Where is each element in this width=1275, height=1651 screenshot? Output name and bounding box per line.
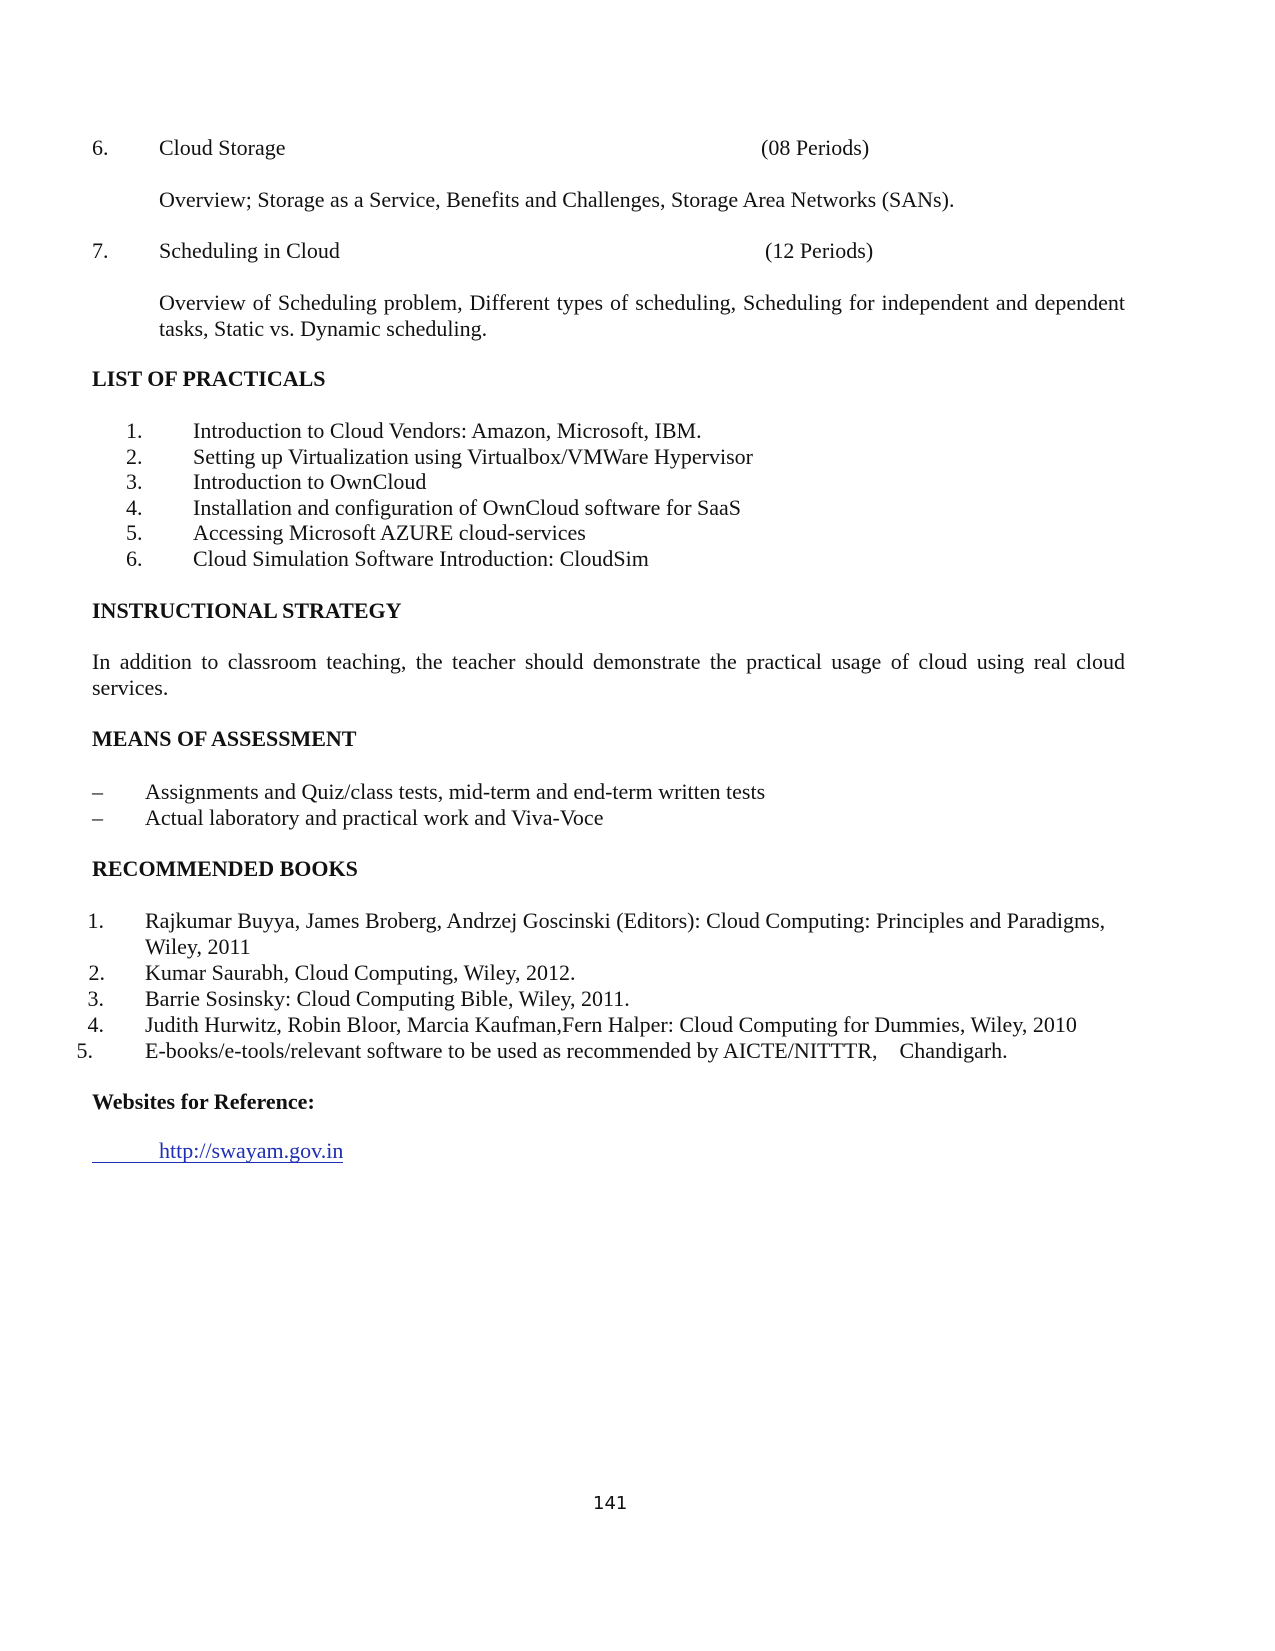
link-leading-underline bbox=[92, 1162, 159, 1163]
book-4-text: Judith Hurwitz, Robin Bloor, Marcia Kaufman,Fern Halper: Cloud Computing for Dummies, Wiley, 2010 bbox=[145, 1012, 1077, 1037]
books-heading: RECOMMENDED BOOKS bbox=[92, 856, 358, 881]
unit-7-number: 7. bbox=[92, 238, 109, 263]
book-5-number: 5. bbox=[76, 1038, 93, 1063]
assessment-bullet-1: – bbox=[92, 779, 103, 804]
book-5-text: E-books/e-tools/relevant software to be used as recommended by AICTE/NITTTR, Chandigarh. bbox=[145, 1038, 1008, 1063]
book-2-number: 2. bbox=[88, 960, 105, 985]
book-1-line-2: Wiley, 2011 bbox=[145, 934, 251, 959]
practical-3-text: Introduction to OwnCloud bbox=[193, 469, 427, 494]
book-2-text: Kumar Saurabh, Cloud Computing, Wiley, 2012. bbox=[145, 960, 576, 985]
practicals-heading: LIST OF PRACTICALS bbox=[92, 366, 326, 391]
assessment-item-1: Assignments and Quiz/class tests, mid-term and end-term written tests bbox=[145, 779, 766, 804]
assessment-bullet-2: – bbox=[92, 805, 103, 830]
practical-5-text: Accessing Microsoft AZURE cloud-services bbox=[193, 520, 586, 545]
unit-6-periods: (08 Periods) bbox=[761, 135, 870, 160]
page-number: 141 bbox=[593, 1493, 628, 1514]
book-1-number: 1. bbox=[87, 908, 104, 933]
practical-6-text: Cloud Simulation Software Introduction: CloudSim bbox=[193, 546, 649, 571]
practical-5-number: 5. bbox=[126, 520, 143, 545]
unit-7-periods: (12 Periods) bbox=[765, 238, 874, 263]
book-4-number: 4. bbox=[87, 1012, 104, 1037]
strategy-text: In addition to classroom teaching, the teacher should demonstrate the practical usage of cloud using real cloud services. bbox=[92, 649, 1125, 700]
unit-6-title: Cloud Storage bbox=[159, 135, 286, 160]
practical-1-number: 1. bbox=[126, 418, 143, 443]
practical-4-text: Installation and configuration of OwnCloud software for SaaS bbox=[193, 495, 742, 520]
strategy-heading: INSTRUCTIONAL STRATEGY bbox=[92, 598, 402, 623]
practical-4-number: 4. bbox=[126, 495, 143, 520]
practical-3-number: 3. bbox=[126, 469, 143, 494]
book-1-line-1: Rajkumar Buyya, James Broberg, Andrzej Goscinski (Editors): Cloud Computing: Principles and Paradigms, bbox=[145, 908, 1106, 933]
unit-7-title: Scheduling in Cloud bbox=[159, 238, 340, 263]
websites-heading: Websites for Reference: bbox=[92, 1089, 315, 1114]
unit-6-description: Overview; Storage as a Service, Benefits and Challenges, Storage Area Networks (SANs). bbox=[159, 187, 955, 212]
practical-6-number: 6. bbox=[126, 546, 143, 571]
book-3-number: 3. bbox=[87, 986, 104, 1011]
assessment-item-2: Actual laboratory and practical work and Viva-Voce bbox=[145, 805, 604, 830]
practical-1-text: Introduction to Cloud Vendors: Amazon, Microsoft, IBM. bbox=[193, 418, 702, 443]
practical-2-text: Setting up Virtualization using Virtualbox/VMWare Hypervisor bbox=[193, 444, 753, 469]
assessment-heading: MEANS OF ASSESSMENT bbox=[92, 726, 357, 751]
book-3-text: Barrie Sosinsky: Cloud Computing Bible, Wiley, 2011. bbox=[145, 986, 630, 1011]
swayam-link[interactable]: http://swayam.gov.in bbox=[159, 1138, 344, 1163]
unit-6-number: 6. bbox=[92, 135, 109, 160]
unit-7-description: Overview of Scheduling problem, Different types of scheduling, Scheduling for independent and dependent tasks, Static vs. Dynamic scheduling. bbox=[159, 290, 1125, 341]
practical-2-number: 2. bbox=[126, 444, 143, 469]
